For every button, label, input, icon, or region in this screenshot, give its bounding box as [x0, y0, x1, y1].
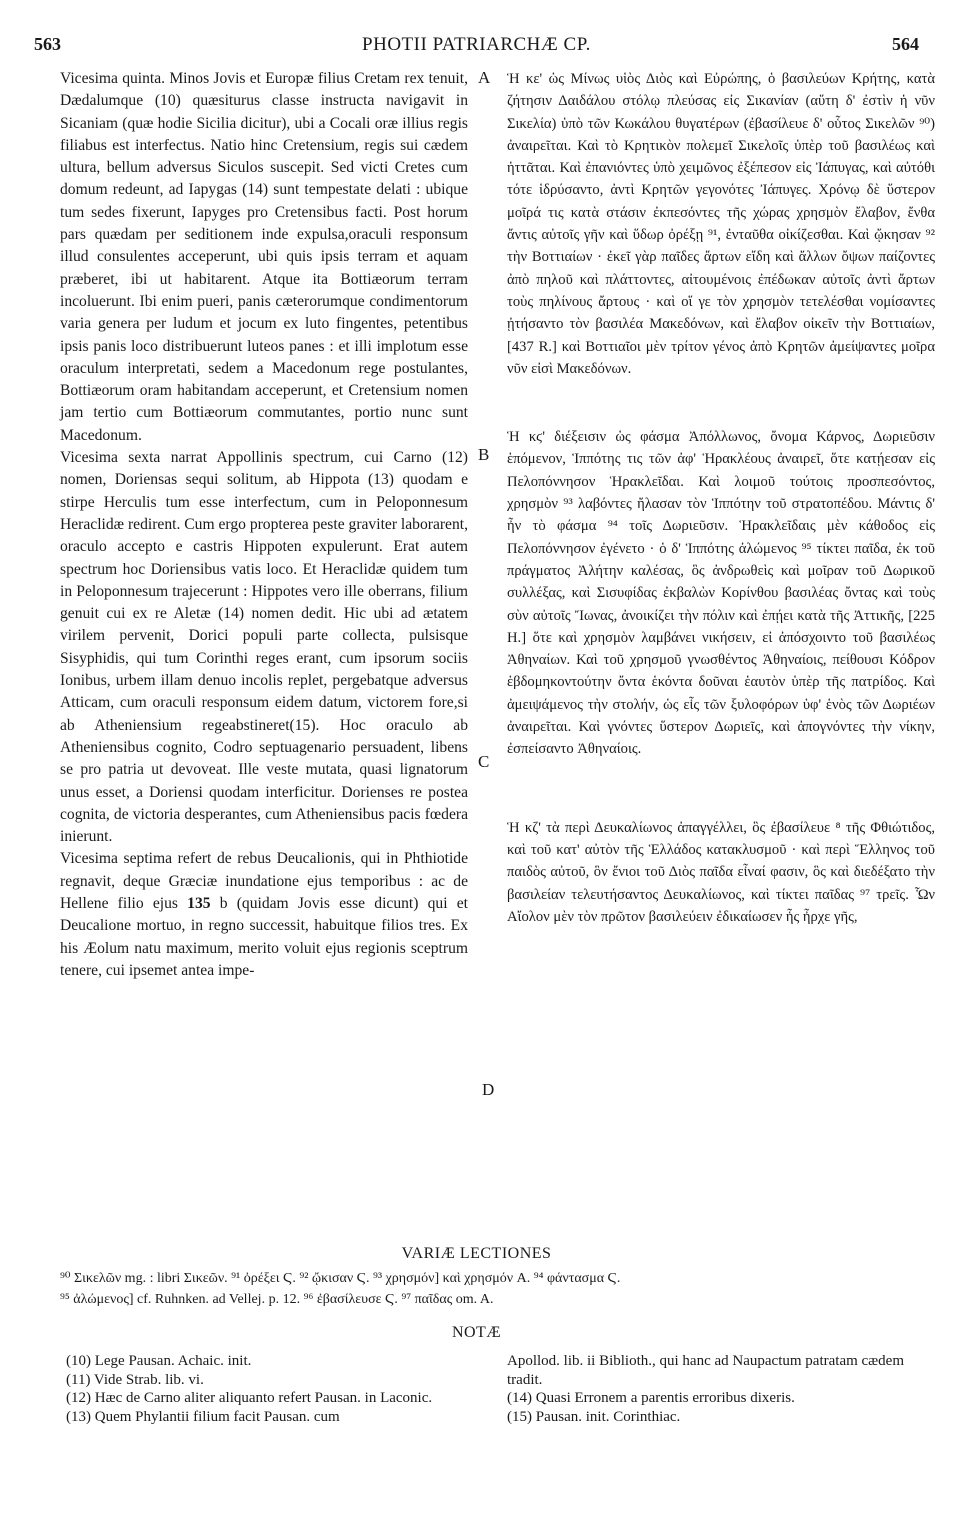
note-item: (15) Pausan. init. Corinthiac. — [507, 1408, 681, 1425]
page-number-left: 563 — [34, 34, 61, 54]
page-number-right: 564 — [891, 34, 919, 54]
notae-left — [66, 1352, 486, 1426]
margin-letter-a: A — [478, 68, 491, 87]
margin-letter-c: C — [478, 752, 490, 771]
latin-column — [60, 68, 468, 982]
latin-paragraph-27-end: b (quidam Jovis esse dicunt) qui et Deucalione mortuo, in regno successit, habuitque filios tres. Ex his Æolum natu maximum, merito voluit ejus regionis sceptrum tenere, cui ipsemet antea impe- — [60, 894, 468, 979]
latin-paragraph-27 — [60, 848, 468, 982]
greek-column — [507, 68, 935, 928]
note-item: (14) Quasi Erronem a parentis erroribus dixeris. — [507, 1390, 795, 1406]
note-item: (12) Hæc de Carno aliter aliquanto refert Pausan. in Laconic. — [66, 1390, 433, 1406]
variae-lectiones-heading: VARIÆ LECTIONES — [401, 1245, 552, 1262]
latin-paragraph-25: Vicesima quinta. Minos Jovis et Europæ filius Cretam rex tenuit, Dædalumque (10) quæsiturus classe instructa navigavit in Sicaniam (quæ hodie Sicilia dicitur), ubi a Cocali oræ illius regis filiabus est interfectus. Natio hinc Cretensium, regis sui cædem ultura, bellum adversus Siculos suscepit. Sed victi Cretes cum domum redeunt, ad Iapygas (14) sunt tempestate delati : ubique tum sedes fixerunt, Iapyges pro Cretensibus facti. Post horum pars quædam per seditionem inde expulsa,oraculi responsum illud consulentes acceperunt, ubi quis ipsis terram et aquam præberet, ibi ut habitarent. Atque ita Bottiæorum terram incoluerunt. Ibi enim pueri, panis cæterorumque condimentorum varia genera per ludum et jocum ex luto fingentes, petentibus ipsis panis loco distribuerunt luteos panes : et illi implotum esse oraculum interpretati, sedem a Macedonum rege postulantes, Bottiæorum oram habitandam acceperunt, et Cretensium nomen jam tertio cum Bottiæorum commutantes, portio nunc sunt Macedonum. — [60, 70, 468, 444]
notae-heading: NOTÆ — [451, 1324, 502, 1341]
page-header — [34, 34, 919, 60]
variae-line: ⁹⁰ Σικελῶν mg. : libri Σικεῶν. ⁹¹ ὀρέξει Ϛ. ⁹² ᾤκισαν Ϛ. ⁹³ χρησμόν] καὶ χρησμόν A. ⁹⁴ φάντασμα Ϛ. — [60, 1271, 621, 1286]
greek-paragraph-26: Ἡ κϛ' διέξεισιν ὡς φάσμα Ἀπόλλωνος, ὄνομα Κάρνος, Δωριεῦσιν ἑπόμενον, Ἱππότης τις τῶν ἀφ' Ἡρακλέους ἀναιρεῖ, ὅτε κατῄεσαν εἰς Πελοπόννησον Ἡρακλεῖδαι. Καὶ λοιμοῦ τούτοις προσπεσόντος, χρησμὸν ⁹³ λαβόντες ἤλασαν τὸν Ἱππότην τοῦ στρατοπέδου. Μάντις δ' ἦν τὸ φάσμα ⁹⁴ τοῖς Δωριεῦσιν. Ἡρακλεῖδαις μὲν κάθοδος εἰς Πελοπόννησον ἐγένετο · ὁ δ' Ἱππότης ἀλώμενος ⁹⁵ τίκτει παῖδα, ἐκ τοῦ πράγματος Ἀλήτην καλέσας, ὃς ἀνδρωθεὶς καὶ μοῖραν τοῦ Δωρικοῦ συλλέξας, καὶ Σισυφίδας ἐκβαλὼν Κορίνθου βασιλέας ὄντας καὶ τοὺς σὺν αὐτοῖς Ἴωνας, ἀνοικίζει τὴν πόλιν καὶ ἐπῄει κατὰ τῆς Ἀττικῆς, [225 H.] ὅτε καὶ χρησμὸν λαμβάνει νικήσειν, εἰ ἀπόσχοιντο τοῦ βασιλέως Ἀθηναίων. Καὶ τοῦ χρησμοῦ γνωσθέντος Ἀθηναίοις, πείθουσι Κόδρον ἑβδομηκοντούτην ὄντα ἑκόντα δοῦναι ἑαυτὸν ὑπὲρ τῆς πατρίδος. Καὶ ἀμειψάμενος τὴν στολήν, ὡς εἷς τῶν ξυλοφόρων ὑφ' ἑνὸς τῶν Δωριέων ἀναιρεῖται. Καὶ γνόντες ὕστερον Δωριεῖς, καὶ ἀπογνόντες τὴν νίκην, ἐσπείσαντο Ἀθηναίοις. — [507, 429, 935, 758]
running-title: PHOTII PATRIARCHÆ CP. — [362, 34, 591, 55]
note-item: Apollod. lib. ii Biblioth., qui hanc ad Naupactum patratam cædem tradit. — [507, 1353, 905, 1388]
latin-paragraph-26: Vicesima sexta narrat Appollinis spectrum, cui Carno (12) nomen, Doriensas sequi solitum, ab Hippota (13) quodam e stirpe Herculis tum esse interfectum, cum in Peloponnesum Heraclidæ redirent. Cum ergo propterea peste graviter laborarent, oraculo accepto e castris Hippoten expulerunt. Erat autem spectrum hoc Doriensibus vatis loco. Et Heraclidæ quidem tum in Peloponnesum trajecerunt : Hippotes vero ille oberrans, filium genuit cui ex re Aletæ (14) nomen dedit. Hic ubi ad ætatem virilem pervenit, Dorici populi parte collecta, pulsisque Sisyphidis, qui tum Corinthi reges erant, cum ipsorum sociis Ionibus, urbem illam denuo incolis replet, pergebatque adversus Atticam, cum oraculi responsum eidem datum, victorem fore,si ab Atheniensium regeabstineret(15). Hoc oraculo ab Atheniensibus cognito, Codro septuagenario persuadent, libens se pro patria ut devoveat. Ille veste mutata, quasi lignatorum unus esset, a Doriensi quodam interficitur. Dorienses re postea cognita, de victoria desperantes, cum Atheniensibus pacis fœdera inierunt. — [60, 449, 469, 846]
greek-paragraph-25: Ἡ κε' ὡς Μίνως υἱὸς Διὸς καὶ Εὐρώπης, ὁ βασιλεύων Κρήτης, κατὰ ζήτησιν Δαιδάλου στόλῳ πλεύσας εἰς Σικανίαν (αὕτη δ' ἐστὶν ἡ νῦν Σικελία) ὑπὸ τῶν Κωκάλου θυγατέρων (ἐβασίλευε δ' οὗτος Σικελῶν ⁹⁰) ἀναιρεῖται. Καὶ τὸ Κρητικὸν πολεμεῖ Σικελοῖς ὑπὲρ τοῦ βασιλέως καὶ ἡττᾶται. Καὶ ἐπανιόντες ὑπὸ χειμῶνος ἐξέπεσον εἰς Ἰάπυγας, καὶ αὐτόθι τότε ἱδρύσαντο, ἀντὶ Κρητῶν γεγονότες Ἰάπυγες. Χρόνῳ δὲ ὕστερον μοῖρά τις κατὰ στάσιν ἐκπεσόντες τῆς χώρας χρησμὸν ἔλαβον, ἔνθα ἄντις αὐτοῖς γῆν καὶ ὕδωρ ὀρέξῃ ⁹¹, ἐνταῦθα οἰκίζεσθαι. Καὶ ᾤκησαν ⁹² τὴν Βοττιαίων · ἐκεῖ γὰρ παῖδες ἄρτων εἴδη καὶ ἄλλων ὄψων παίζοντες ἀπὸ πηλοῦ καὶ πλάττοντες, αἰτουμένοις ἐπέδωκαν αὐτοῖς ἀντὶ ἄρτων τοὺς πηλίνους ἄρτους · καὶ οἵ γε τὸν χρησμὸν τετελέσθαι νομίσαντες ᾐτήσαντο τὸν βασιλέα Μακεδόνων, καὶ ἔλαβον οἰκεῖν τὴν Βοττιαίων, [437 R.] καὶ Βοττιαῖοι μὲν τρίτον γένος ἀπὸ Κρητῶν ἀμείψαντες μοῖρα νῦν εἰσὶ Μακεδόνων. — [507, 71, 935, 377]
variae-lectiones — [60, 1268, 930, 1310]
notae-right — [507, 1352, 927, 1426]
latin-paragraph-27-start: Vicesima septima refert de rebus Deucalionis, qui in Phthiotide regnavit, deque Græciæ inundatione ejus temporibus : ac de Hellene filio ejus — [60, 850, 468, 912]
variae-line: ⁹⁵ ἀλώμενος] cf. Ruhnken. ad Vellej. p. 12. ⁹⁶ ἐβασίλευσε Ϛ. ⁹⁷ παῖδας om. A. — [60, 1292, 494, 1307]
note-item: (11) Vide Strab. lib. vi. — [66, 1371, 204, 1388]
note-item: (13) Quem Phylantii filium facit Pausan. cum — [66, 1408, 340, 1425]
column-marker-number: 135 — [187, 894, 211, 912]
note-item: (10) Lege Pausan. Achaic. init. — [66, 1353, 252, 1369]
greek-paragraph-27: Ἡ κζ' τὰ περὶ Δευκαλίωνος ἀπαγγέλλει, ὃς ἐβασίλευε ⁸ τῆς Φθιώτιδος, καὶ τοῦ κατ' αὐτὸν τῆς Ἑλλάδος κατακλυσμοῦ · καὶ περὶ Ἕλληνος τοῦ παιδὸς αὐτοῦ, ὃν ἔνιοι τοῦ Διὸς παῖδα εἶναί φασιν, ὃς καὶ διεδέξατο τὴν βασιλείαν τελευτήσαντος Δευκαλίωνος, καὶ τίκτει παῖδας ⁹⁷ τρεῖς. Ὧν Αἴολον μὲν τὸν πρῶτον βασιλεύειν ἐδικαίωσεν ἧς ἦρχε γῆς, — [507, 819, 935, 925]
margin-letter-b: B — [478, 445, 490, 464]
margin-letter-d: D — [482, 1080, 495, 1099]
